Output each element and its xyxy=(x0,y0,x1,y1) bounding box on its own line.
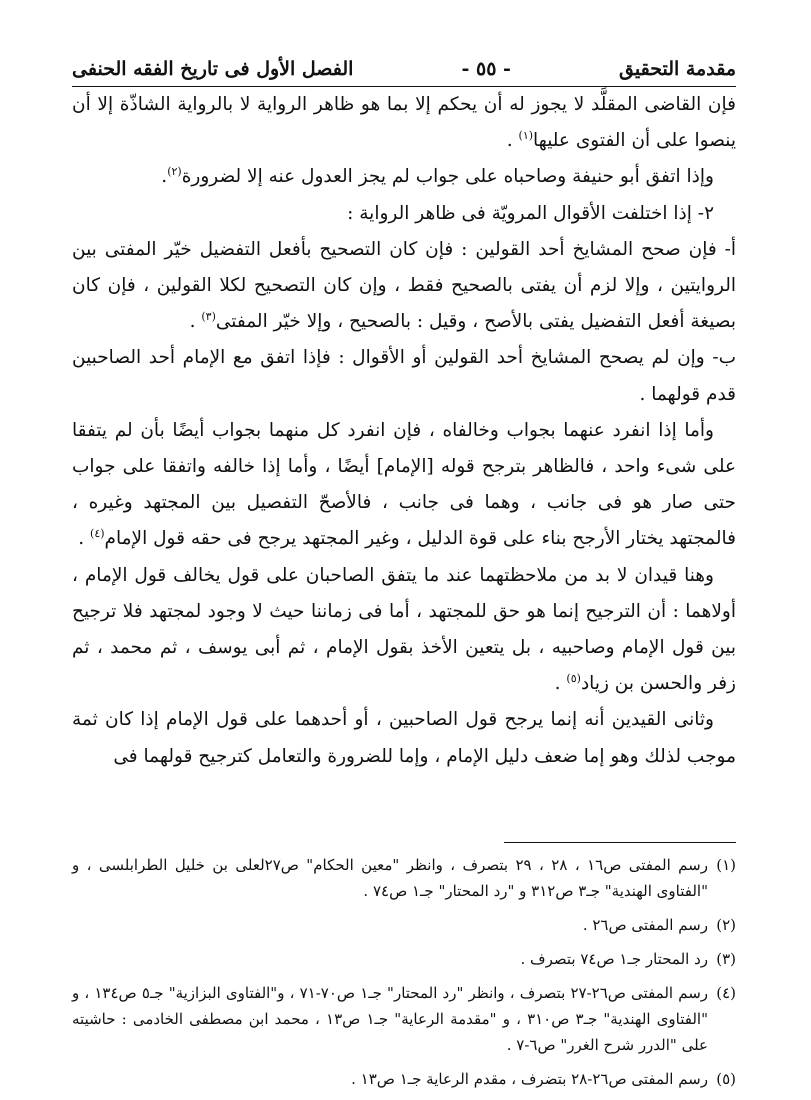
footnote-text: رد المحتار جـ١ ص٧٤ بتصرف . xyxy=(520,950,708,968)
page-number: - ٥٥ - xyxy=(461,58,511,80)
footnote-text: رسم المفتى ص٢٦-٢٨ بتضرف ، مقدم الرعاية جـ١ ص١٣ . xyxy=(351,1070,708,1088)
header-chapter-title: الفصل الأول فى تاريخ الفقه الحنفى xyxy=(72,58,354,80)
footnote-number: (٣) xyxy=(716,950,736,968)
paragraph-text: ٢- إذا اختلفت الأقوال المرويّة فى ظاهر الرواية : xyxy=(347,202,714,224)
paragraph-tail: . xyxy=(78,528,91,550)
paragraph-text: ب- وإن لم يصحح المشايخ أحد القولين أو الأقوال : فإذا اتفق مع الإمام أحد الصاحبين قدم قولهما . xyxy=(72,347,736,405)
header-section-title: مقدمة التحقيق xyxy=(619,58,736,80)
paragraph xyxy=(72,196,736,232)
footnote xyxy=(72,852,736,904)
footnote xyxy=(72,1066,736,1092)
paragraph-tail: . xyxy=(554,673,567,695)
paragraph xyxy=(72,413,736,558)
footnote-marker[interactable]: (٢) xyxy=(167,165,182,179)
paragraph xyxy=(72,159,736,195)
paragraph xyxy=(72,702,736,774)
footnote-marker[interactable]: (٥) xyxy=(566,672,581,686)
footnote-marker[interactable]: (٤) xyxy=(90,527,105,541)
paragraph xyxy=(72,232,736,341)
footnote-marker[interactable]: (١) xyxy=(518,129,534,143)
footnote-number: (١) xyxy=(716,856,736,874)
footnote-text: رسم المفتى ص١٦ ، ٢٨ ، ٢٩ بتصرف ، وانظر "معين الحكام" ص٢٧لعلى بن خليل الطرابلسى ، و "الفتاوى الهندية" جـ٣ ص٣١٢ و "رد المحتار" جـ١ ص٧٤ . xyxy=(72,856,708,900)
paragraph-text: فإن القاضى المقلَّد لا يجوز له أن يحكم إلا بما هو ظاهر الرواية لا بالرواية الشاذّة إلا أن ينصوا على أن الفتوى عليها xyxy=(72,94,736,152)
paragraph-tail: . xyxy=(189,311,202,333)
paragraph-text: وهنا قيدان لا بد من ملاحظتهما عند ما يتفق الصاحبان على قول يخالف قول الإمام ، أولاهما : أن الترجيح إنما هو حق للمجتهد ، أما فى زماننا حيث لا وجود لمجتهد فلا ترجيح بين قول الإمام وصاحبيه ، بل يتعين الأخذ بقول الإمام ، ثم أبى يوسف ، ثم محمد ، ثم زفر والحسن بن زياد xyxy=(72,564,736,695)
paragraph xyxy=(72,340,736,412)
footnote xyxy=(72,980,736,1058)
paragraph-tail: . xyxy=(161,166,168,188)
main-text xyxy=(72,87,736,775)
paragraph-text: وثانى القيدين أنه إنما يرجح قول الصاحبين ، أو أحدهما على قول الإمام إذا كان ثمة موجب لذلك وهو إما ضعف دليل الإمام ، وإما للضرورة والتعامل كترجيح قولهما فى xyxy=(72,709,736,767)
footnote-number: (٥) xyxy=(716,1070,736,1088)
paragraph xyxy=(72,558,736,703)
paragraph xyxy=(72,87,736,159)
footnote-text: رسم المفتى ص٢٦ . xyxy=(582,916,708,934)
document-page xyxy=(72,52,736,1088)
footnotes xyxy=(72,852,736,1100)
footnote-number: (٢) xyxy=(716,916,736,934)
running-header xyxy=(72,52,736,87)
paragraph-text: وأما إذا انفرد عنهما بجواب وخالفاه ، فإن انفرد كل منهما بجواب أيضًا بأن لم يتفقا على شىء واحد ، فالظاهر بترجح قوله [الإمام] أيضًا ، وأما إذا خالفه واتفقا على جواب حتى صار هو فى جانب ، وهما فى جانب ، فالأصحّ التفصيل بين المجتهد وغيره ، فالمجتهد يختار الأرجح بناء على قوة الدليل ، وغير المجتهد يرجح فى حقه قول الإمام xyxy=(72,419,736,550)
footnote xyxy=(72,912,736,938)
paragraph-tail: . xyxy=(506,130,519,152)
footnote xyxy=(72,946,736,972)
paragraph-text: وإذا اتفق أبو حنيفة وصاحباه على جواب لم يجز العدول عنه إلا لضرورة xyxy=(181,166,714,188)
footnote-number: (٤) xyxy=(716,984,736,1002)
footnote-separator xyxy=(504,842,736,843)
footnote-text: رسم المفتى ص٢٦-٢٧ بتصرف ، وانظر "رد المحتار" جـ١ ص٧٠-٧١ ، و"الفتاوى البزازية" جـ٥ ص١٣٤ ، و "الفتاوى الهندية" جـ٣ ص٣١٠ ، و "مقدمة الرعاية" جـ١ ص١٣ ، محمد ابن مصطفى الخادمى : حاشيته على "الدرر شرح الغرر" ص٦-٧ . xyxy=(72,984,709,1054)
footnote-marker[interactable]: (٣) xyxy=(201,310,216,324)
paragraph-text: أ- فإن صحح المشايخ أحد القولين : فإن كان التصحيح بأفعل التفضيل خيّر المفتى بين الروايتين ، وإلا لزم أن يفتى بالصحيح فقط ، وإن كان التصحيح لكلا القولين ، فإن كان بصيغة أفعل التفضيل يفتى بالأصح ، وقيل : بالصحيح ، وإلا خيّر المفتى xyxy=(72,238,736,333)
